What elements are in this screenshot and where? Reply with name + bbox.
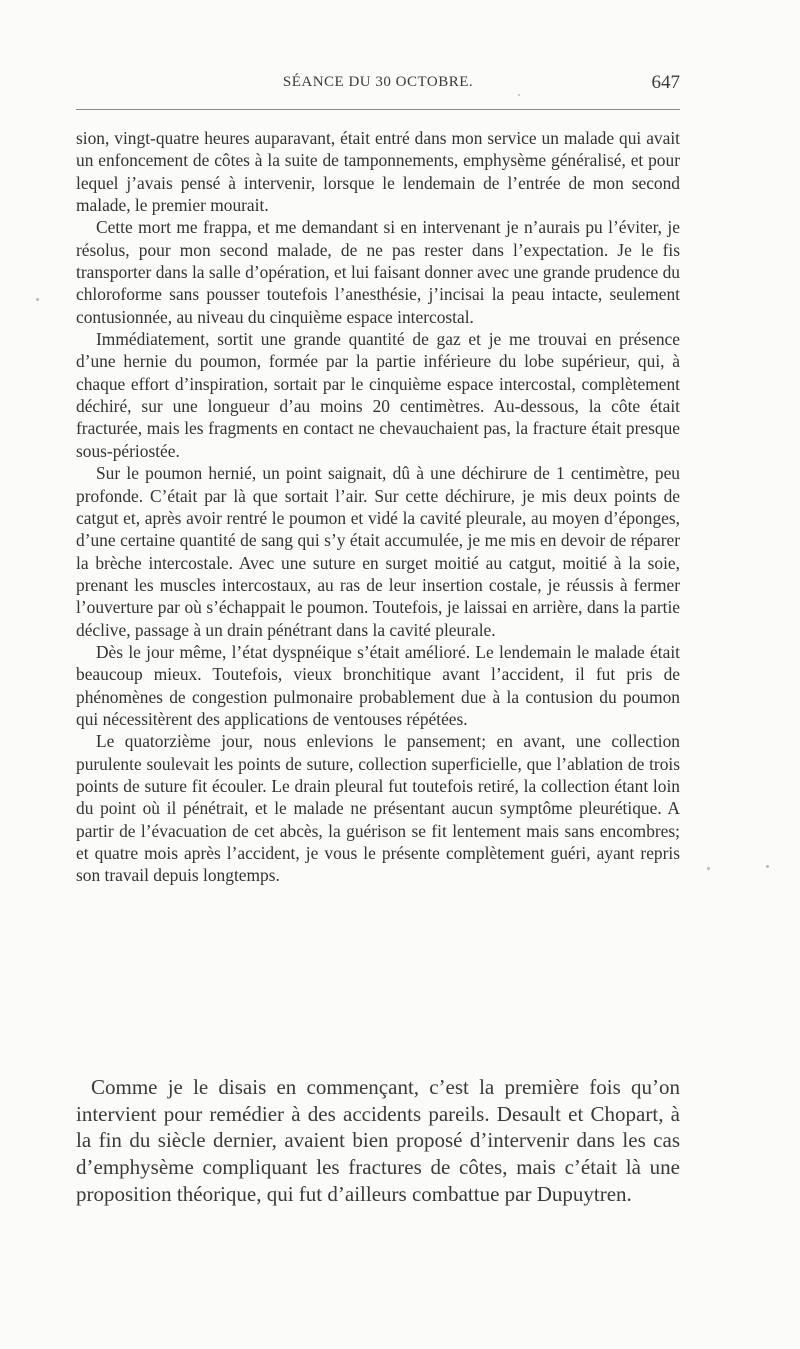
paragraph-5: Dès le jour même, l’état dyspnéique s’était amélioré. Le lendemain le malade était beaucoup mieux. Toutefois, vieux bronchitique avant l’accident, il fut pris de phénomènes de congestion pulmonaire probablement due à la contusion du poumon qui nécessitèrent des applications de ventouses répétées.	[76, 641, 680, 729]
scan-speck	[707, 867, 710, 870]
paragraph-3: Immédiatement, sortit une grande quantité de gaz et je me trouvai en présence d’une hernie du poumon, formée par la partie inférieure du lobe supérieur, qui, à chaque effort d’inspiration, sortait par le cinquième espace intercostal, complètement déchiré, sur une longueur d’au moins 20 centimètres. Au-dessous, la côte était fracturée, mais les fragments en contact ne chevauchaient pas, la fracture était presque sous-périostée.	[76, 329, 680, 461]
scan-speck	[766, 865, 769, 868]
paragraph-2: Cette mort me frappa, et me demandant si en intervenant je n’aurais pu l’éviter, je résolus, pour mon second malade, de ne pas rester dans l’expectation. Je le fis transporter dans la salle d’opération, et lui faisant donner avec une grande prudence du chloroforme sans pousser toutefois l’anesthésie, j’incisai la peau intacte, seulement contusionnée, au niveau du cinquième espace intercostal.	[76, 217, 680, 327]
paragraph-4: Sur le poumon hernié, un point saignait, dû à une déchirure de 1 centimètre, peu profonde. C’était par là que sortait l’air. Sur cette déchirure, je mis deux points de catgut et, après avoir rentré le poumon et vidé la cavité pleurale, au moyen d’éponges, d’une certaine quantité de sang qui s’y était accumulée, je me mis en devoir de réparer la brèche intercostale. Avec une suture en surget moitié au catgut, moitié à la soie, prenant les muscles intercostaux, au ras de leur insertion costale, je réussis à fermer l’ouverture par où s’échappait le poumon. Toutefois, je laissai en arrière, dans la partie déclive, passage à un drain pénétrant dans la cavité pleurale.	[76, 463, 680, 640]
page-number: 647	[651, 72, 680, 93]
closing-text	[76, 1074, 680, 1208]
scan-speck	[36, 298, 39, 301]
paragraph-6: Le quatorzième jour, nous enlevions le pansement; en avant, une collection purulente soulevait les points de suture, collection superficielle, que l’ablation de trois points de suture fit écouler. Le drain pleural fut toutefois retiré, la collection étant loin du point où il pénétrait, et le malade ne présentant aucun symptôme pleurétique. A partir de l’évacuation de cet abcès, la guérison se fit lentement mais sans encombres; et quatre mois après l’accident, je vous le présente complètement guéri, ayant repris son travail depuis longtemps.	[76, 731, 680, 886]
page-header	[76, 74, 680, 100]
paragraph-1: sion, vingt-quatre heures auparavant, était entré dans mon service un malade qui avait un enfoncement de côtes à la suite de tamponnements, emphysème généralisé, et pour lequel j’avais pensé à intervenir, lorsque le lendemain de l’entrée de mon second malade, le premier mourait.	[76, 128, 680, 216]
scan-speck	[518, 94, 520, 96]
body-text	[76, 127, 680, 887]
closing-paragraph: Comme je le disais en commençant, c’est la première fois qu’on intervient pour remédier à des accidents pareils. Desault et Chopart, à la fin du siècle dernier, avaient bien proposé d’intervenir dans les cas d’emphysème compliquant les fractures de côtes, mais c’était là une proposition théorique, qui fut d’ailleurs combattue par Dupuytren.	[76, 1075, 680, 1206]
header-rule	[76, 109, 680, 110]
running-title: SÉANCE DU 30 OCTOBRE.	[282, 74, 474, 90]
